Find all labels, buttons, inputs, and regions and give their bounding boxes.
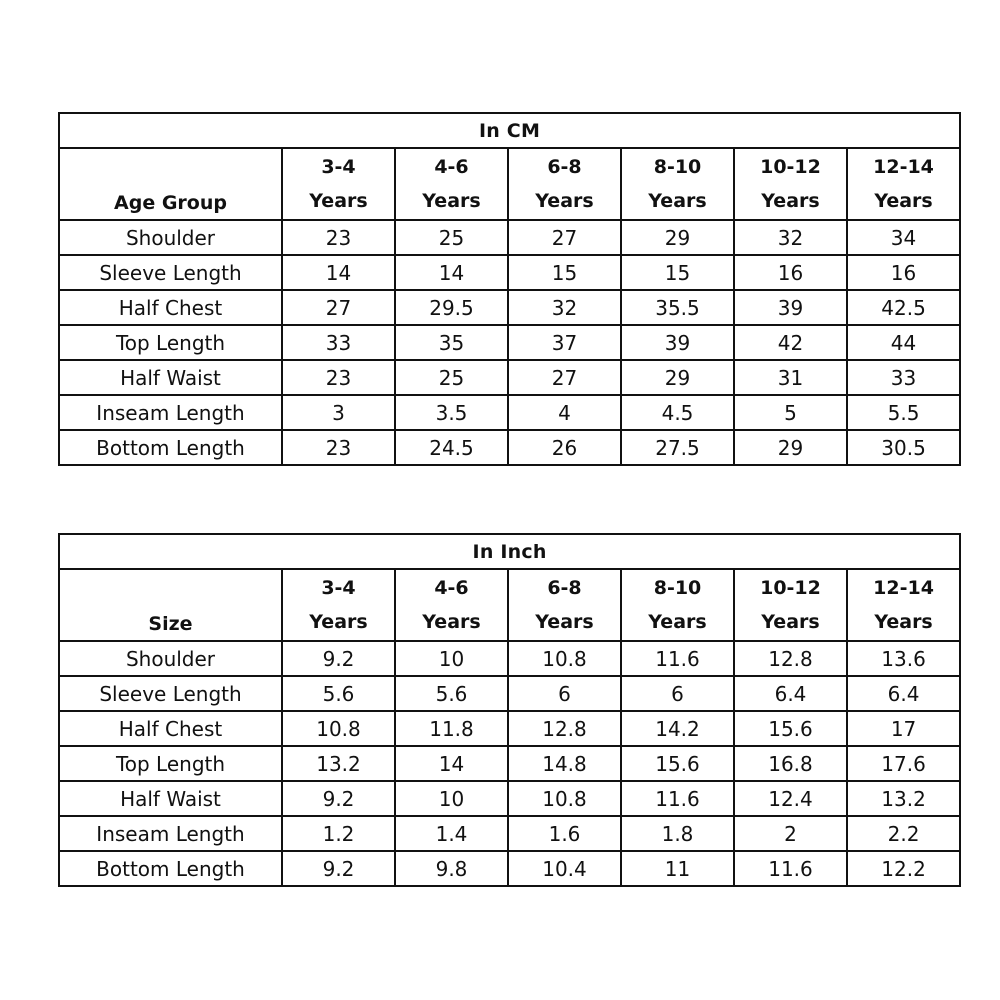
column-header (734, 148, 847, 220)
table-cell: 37 (508, 325, 621, 360)
column-header-range: 10-12 (760, 577, 821, 599)
table-cell: 33 (847, 360, 960, 395)
table-cell: 15.6 (621, 746, 734, 781)
row-label: Sleeve Length (59, 676, 282, 711)
table-row (59, 255, 960, 290)
table-cell: 25 (395, 220, 508, 255)
table-cell: 4.5 (621, 395, 734, 430)
column-header (508, 148, 621, 220)
inch-size-table (58, 533, 961, 887)
row-label: Inseam Length (59, 395, 282, 430)
table-title-row (59, 113, 960, 148)
table-cell: 11.6 (734, 851, 847, 886)
table-row (59, 641, 960, 676)
column-header (508, 569, 621, 641)
table-row (59, 676, 960, 711)
table-row (59, 746, 960, 781)
row-label: Top Length (59, 325, 282, 360)
table-cell: 5.6 (282, 676, 395, 711)
table-row (59, 430, 960, 465)
table-cell: 10.8 (508, 781, 621, 816)
table-cell: 15 (621, 255, 734, 290)
row-label: Sleeve Length (59, 255, 282, 290)
row-label: Half Chest (59, 290, 282, 325)
label-column-header: Size (59, 569, 282, 641)
column-header-unit: Years (535, 611, 594, 633)
column-header (282, 569, 395, 641)
table-cell: 5.5 (847, 395, 960, 430)
table-cell: 6 (508, 676, 621, 711)
row-label: Shoulder (59, 641, 282, 676)
table-cell: 9.8 (395, 851, 508, 886)
table-cell: 23 (282, 430, 395, 465)
table-cell: 32 (508, 290, 621, 325)
column-header-range: 4-6 (434, 577, 469, 599)
column-header-unit: Years (309, 611, 368, 633)
table-cell: 2 (734, 816, 847, 851)
table-cell: 11.6 (621, 781, 734, 816)
table-cell: 11.8 (395, 711, 508, 746)
table-cell: 29.5 (395, 290, 508, 325)
column-header-range: 12-14 (873, 577, 934, 599)
column-header (847, 148, 960, 220)
table-title: In CM (59, 113, 960, 148)
table-cell: 6 (621, 676, 734, 711)
table-row (59, 395, 960, 430)
table-cell: 33 (282, 325, 395, 360)
table-cell: 39 (621, 325, 734, 360)
table-cell: 4 (508, 395, 621, 430)
table-row (59, 360, 960, 395)
table-cell: 23 (282, 360, 395, 395)
table-cell: 11 (621, 851, 734, 886)
table-cell: 27 (282, 290, 395, 325)
table-cell: 35 (395, 325, 508, 360)
column-header (847, 569, 960, 641)
column-header-range: 4-6 (434, 156, 469, 178)
column-header-range: 8-10 (653, 156, 702, 178)
column-header (621, 569, 734, 641)
table-cell: 14 (395, 255, 508, 290)
table-cell: 6.4 (734, 676, 847, 711)
row-label: Bottom Length (59, 851, 282, 886)
table-cell: 44 (847, 325, 960, 360)
table-cell: 26 (508, 430, 621, 465)
table-cell: 16 (734, 255, 847, 290)
table-cell: 1.8 (621, 816, 734, 851)
column-header-unit: Years (874, 190, 933, 212)
table-cell: 27.5 (621, 430, 734, 465)
table-cell: 9.2 (282, 641, 395, 676)
row-label: Inseam Length (59, 816, 282, 851)
table-cell: 6.4 (847, 676, 960, 711)
table-row (59, 781, 960, 816)
column-header (395, 148, 508, 220)
table-cell: 14.2 (621, 711, 734, 746)
column-header-unit: Years (761, 611, 820, 633)
table-cell: 14.8 (508, 746, 621, 781)
column-header-unit: Years (309, 190, 368, 212)
table-row (59, 325, 960, 360)
table-cell: 13.2 (282, 746, 395, 781)
table-cell: 15 (508, 255, 621, 290)
table-title: In Inch (59, 534, 960, 569)
row-label: Bottom Length (59, 430, 282, 465)
column-header (395, 569, 508, 641)
table-title-row (59, 534, 960, 569)
table-cell: 25 (395, 360, 508, 395)
table-cell: 13.2 (847, 781, 960, 816)
table-cell: 1.2 (282, 816, 395, 851)
table-cell: 39 (734, 290, 847, 325)
row-label: Half Waist (59, 360, 282, 395)
table-cell: 12.8 (734, 641, 847, 676)
table-cell: 34 (847, 220, 960, 255)
table-cell: 42 (734, 325, 847, 360)
column-header-range: 3-4 (321, 577, 356, 599)
table-cell: 9.2 (282, 781, 395, 816)
table-cell: 1.4 (395, 816, 508, 851)
table-cell: 31 (734, 360, 847, 395)
table-row (59, 851, 960, 886)
column-header-unit: Years (648, 190, 707, 212)
table-row (59, 290, 960, 325)
table-cell: 12.2 (847, 851, 960, 886)
table-cell: 27 (508, 360, 621, 395)
row-label: Half Waist (59, 781, 282, 816)
table-cell: 12.8 (508, 711, 621, 746)
column-header-range: 8-10 (653, 577, 702, 599)
table-cell: 23 (282, 220, 395, 255)
table-cell: 5.6 (395, 676, 508, 711)
table-cell: 10 (395, 641, 508, 676)
column-header-unit: Years (761, 190, 820, 212)
table-cell: 3 (282, 395, 395, 430)
column-header-range: 12-14 (873, 156, 934, 178)
table-cell: 30.5 (847, 430, 960, 465)
table-cell: 10.8 (282, 711, 395, 746)
table-cell: 15.6 (734, 711, 847, 746)
table-row (59, 816, 960, 851)
column-header (621, 148, 734, 220)
table-cell: 29 (621, 220, 734, 255)
table-cell: 16 (847, 255, 960, 290)
table-header-row (59, 569, 960, 641)
table-cell: 17 (847, 711, 960, 746)
column-header-range: 3-4 (321, 156, 356, 178)
column-header-unit: Years (422, 611, 481, 633)
table-row (59, 220, 960, 255)
column-header-range: 6-8 (547, 156, 582, 178)
table-cell: 27 (508, 220, 621, 255)
row-label: Half Chest (59, 711, 282, 746)
column-header (282, 148, 395, 220)
column-header-unit: Years (422, 190, 481, 212)
table-cell: 24.5 (395, 430, 508, 465)
table-cell: 16.8 (734, 746, 847, 781)
table-cell: 3.5 (395, 395, 508, 430)
column-header-unit: Years (535, 190, 594, 212)
table-cell: 13.6 (847, 641, 960, 676)
label-column-header: Age Group (59, 148, 282, 220)
table-row (59, 711, 960, 746)
table-cell: 1.6 (508, 816, 621, 851)
table-cell: 42.5 (847, 290, 960, 325)
table-cell: 10.8 (508, 641, 621, 676)
cm-size-table (58, 112, 961, 466)
table-cell: 14 (282, 255, 395, 290)
table-header-row (59, 148, 960, 220)
table-cell: 14 (395, 746, 508, 781)
row-label: Top Length (59, 746, 282, 781)
table-cell: 29 (734, 430, 847, 465)
column-header-range: 6-8 (547, 577, 582, 599)
table-cell: 10.4 (508, 851, 621, 886)
table-cell: 9.2 (282, 851, 395, 886)
column-header-unit: Years (874, 611, 933, 633)
table-cell: 11.6 (621, 641, 734, 676)
column-header-unit: Years (648, 611, 707, 633)
row-label: Shoulder (59, 220, 282, 255)
table-cell: 35.5 (621, 290, 734, 325)
table-cell: 32 (734, 220, 847, 255)
table-cell: 29 (621, 360, 734, 395)
table-cell: 10 (395, 781, 508, 816)
table-cell: 5 (734, 395, 847, 430)
table-cell: 2.2 (847, 816, 960, 851)
table-cell: 17.6 (847, 746, 960, 781)
table-cell: 12.4 (734, 781, 847, 816)
column-header (734, 569, 847, 641)
column-header-range: 10-12 (760, 156, 821, 178)
